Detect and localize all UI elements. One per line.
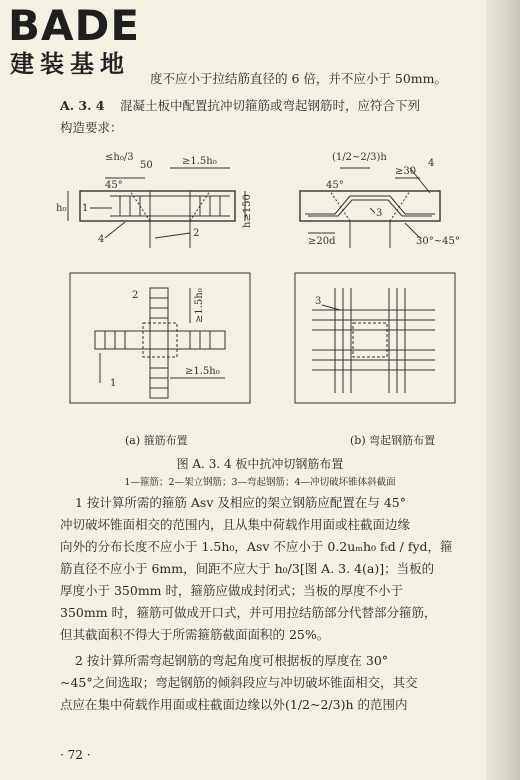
caption-b: (b) 弯起钢筋布置	[350, 434, 436, 447]
label-a-50: 50	[140, 160, 153, 171]
label-a-h0-3: ≤h₀/3	[105, 152, 134, 163]
label-a-h0: h₀	[56, 203, 67, 214]
label-a-plan-2: 2	[132, 290, 139, 301]
label-a-1: 1	[82, 203, 89, 214]
figure-title: 图 A. 3. 4 板中抗冲切钢筋布置	[176, 457, 344, 471]
label-b-frac: (1/2~2/3)h	[332, 152, 387, 163]
label-b-30: ≥30	[395, 166, 417, 177]
figure-drawing	[50, 138, 460, 453]
label-b-3: 3	[376, 208, 383, 219]
label-b-4: 4	[428, 158, 435, 169]
plan-view-b	[295, 273, 455, 403]
para2-line1: 2 按计算所需弯起钢筋的弯起角度可根据板的厚度在 30°	[75, 653, 389, 668]
label-a-plan-15h0-v: ≥1.5h₀	[194, 288, 205, 323]
label-b-45: 45°	[326, 180, 344, 191]
para1-line7: 但其截面积不得大于所需箍筋截面面积的 25%。	[60, 627, 330, 642]
para1-line6: 350mm 时，箍筋可做成开口式，并可用拉结筋部分代替部分箍筋，	[60, 605, 437, 620]
label-a-plan-1: 1	[110, 378, 117, 389]
caption-a: (a) 箍筋布置	[125, 434, 188, 447]
para2-line2: ~45°之间选取；弯起钢筋的倾斜段应与冲切破坏锥面相交，其交	[60, 675, 418, 690]
label-a-2: 2	[193, 228, 200, 239]
section-label-a34: A. 3. 4	[60, 98, 105, 113]
figure-legend: 1—箍筋；2—架立钢筋；3—弯起钢筋；4—冲切破坏锥体斜截面	[124, 477, 396, 488]
logo-subtitle: 建装基地	[10, 50, 130, 78]
page-number: · 72 ·	[60, 748, 91, 762]
label-b-20d: ≥20d	[308, 236, 336, 247]
label-a-h150: h≥150	[242, 194, 253, 228]
text-line-0: 度不应小于拉结筋直径的 6 倍，并不应小于 50mm。	[150, 71, 447, 86]
para2-line3: 点应在集中荷载作用面或柱截面边缘以外(1/2~2/3)h 的范围内	[60, 697, 408, 712]
para1-line3: 向外的分布长度不应小于 1.5h₀，Asv 不应小于 0.2uₘh₀ fₜd / fyd，箍	[60, 539, 453, 554]
logo-word: BADE	[8, 1, 141, 50]
para1-line1: 1 按计算所需的箍筋 Asv 及相应的架立钢筋应配置在与 45°	[75, 495, 407, 510]
figure-a34	[50, 138, 460, 453]
para1-line5: 厚度小于 350mm 时，箍筋应做成封闭式；当板的厚度不小于	[60, 583, 404, 598]
label-a-15h0: ≥1.5h₀	[182, 156, 217, 167]
label-b-plan-3: 3	[315, 296, 322, 307]
label-a-4: 4	[98, 234, 105, 245]
section-text-a34: 混凝土板中配置抗冲切箍筋或弯起钢筋时，应符合下列	[120, 98, 421, 113]
para1-line2: 冲切破坏锥面相交的范围内，且从集中荷载作用面或柱截面边缘	[60, 517, 411, 532]
label-b-3045: 30°~45°	[416, 236, 460, 247]
bade-logo	[8, 1, 148, 84]
plan-view-a	[70, 273, 250, 403]
section-text-a34-cont: 构造要求：	[60, 120, 123, 135]
para1-line4: 筋直径不应小于 6mm，间距不应大于 h₀/3[图 A. 3. 4(a)]；当板的	[60, 561, 435, 576]
page-edge	[486, 0, 520, 780]
label-a-plan-15h0-h: ≥1.5h₀	[185, 366, 220, 377]
label-a-45: 45°	[105, 180, 123, 191]
section-view-a	[68, 168, 245, 248]
